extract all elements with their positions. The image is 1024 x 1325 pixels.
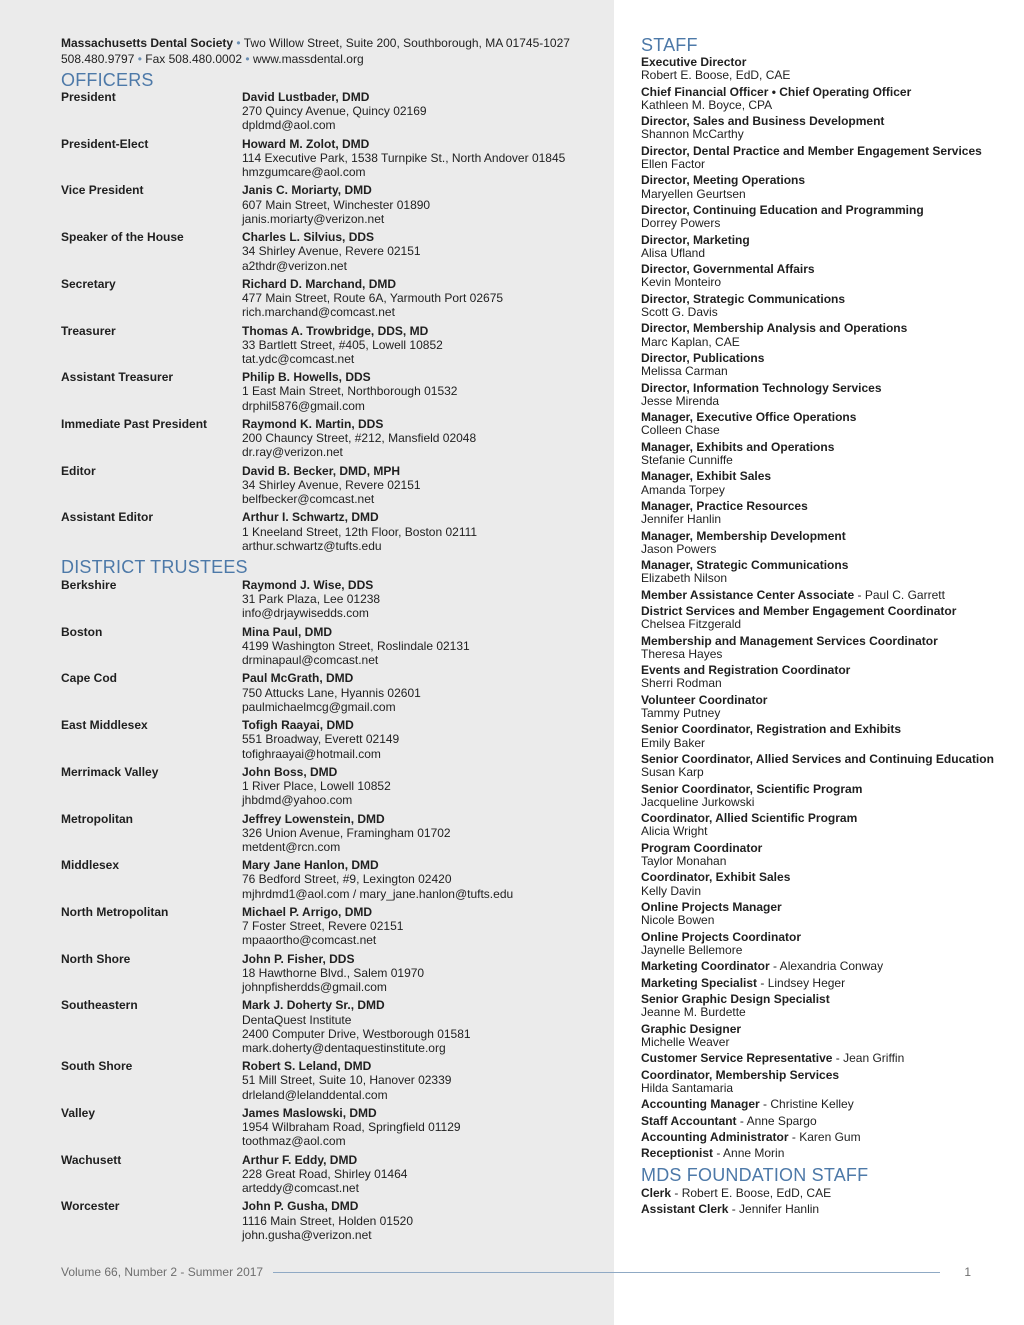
- entry-role: Berkshire: [61, 578, 117, 593]
- entry-email[interactable]: arthur.schwartz@tufts.edu: [242, 538, 382, 553]
- staff-title: Marketing Specialist: [641, 975, 758, 990]
- staff-name: Emily Baker: [641, 735, 706, 750]
- entry-email[interactable]: tofighraayai@hotmail.com: [242, 746, 381, 761]
- entry-address: 750 Attucks Lane, Hyannis 02601: [242, 685, 421, 700]
- staff-title: Manager, Exhibit Sales: [641, 469, 772, 484]
- entry-email[interactable]: mjhrdmd1@aol.com / mary_jane.hanlon@tufts.edu: [242, 886, 514, 901]
- entry-details: [242, 858, 606, 901]
- entry-name: David B. Becker, DMD, MPH: [242, 463, 401, 478]
- org-website[interactable]: www.massdental.org: [252, 52, 364, 66]
- entry-email[interactable]: metdent@rcn.com: [242, 839, 341, 854]
- entry-details: [242, 1106, 606, 1149]
- trustees-list: [61, 578, 606, 1242]
- entry-role: Immediate Past President: [61, 416, 208, 431]
- staff-title: Senior Coordinator, Scientific Program: [641, 781, 863, 796]
- staff-title: Director, Membership Analysis and Operations: [641, 321, 908, 336]
- staff-name: Hilda Santamaria: [641, 1080, 734, 1095]
- staff-title: Director, Publications: [641, 350, 765, 365]
- entry-address: 1 East Main Street, Northborough 01532: [242, 384, 458, 399]
- staff-entry: [641, 605, 1011, 631]
- staff-name: - Anne Spargo: [739, 1113, 817, 1128]
- entry-name: Tofigh Raayai, DMD: [242, 718, 354, 733]
- staff-title: Director, Information Technology Services: [641, 380, 882, 395]
- staff-name: Jacqueline Jurkowski: [641, 794, 755, 809]
- entry-name: Mark J. Doherty Sr., DMD: [242, 998, 385, 1013]
- staff-entry: [641, 500, 1011, 526]
- staff-name: Jason Powers: [641, 541, 717, 556]
- entry-address: 607 Main Street, Winchester 01890: [242, 197, 431, 212]
- entry-details: [242, 812, 606, 855]
- staff-title: Accounting Administrator: [641, 1129, 789, 1144]
- directory-entry: [61, 324, 606, 367]
- staff-entry: [641, 204, 1011, 230]
- staff-title: Director, Strategic Communications: [641, 291, 846, 306]
- district-trustees-heading: DISTRICT TRUSTEES: [61, 557, 248, 578]
- staff-title: Manager, Strategic Communications: [641, 558, 849, 573]
- entry-address: 33 Bartlett Street, #405, Lowell 10852: [242, 337, 443, 352]
- entry-role: North Metropolitan: [61, 904, 169, 919]
- entry-address: 477 Main Street, Route 6A, Yarmouth Port 02675: [242, 291, 504, 306]
- staff-entry: [641, 1069, 1011, 1095]
- entry-role: North Shore: [61, 951, 131, 966]
- entry-email[interactable]: jhbdmd@yahoo.com: [242, 793, 353, 808]
- entry-email[interactable]: a2thdr@verizon.net: [242, 258, 347, 273]
- separator-dot: •: [137, 52, 142, 66]
- entry-details: [242, 90, 606, 133]
- staff-name: Susan Karp: [641, 765, 704, 780]
- directory-entry: [61, 625, 606, 668]
- directory-entry: [61, 905, 606, 948]
- entry-email[interactable]: arteddy@comcast.net: [242, 1181, 359, 1196]
- staff-name: - Alexandria Conway: [773, 959, 884, 974]
- staff-entry: [641, 56, 1011, 82]
- staff-name: Theresa Hayes: [641, 646, 723, 661]
- entry-email[interactable]: johnpfisherdds@gmail.com: [242, 980, 387, 995]
- entry-details: [242, 510, 606, 553]
- staff-title: Online Projects Coordinator: [641, 929, 802, 944]
- staff-entry: [641, 1147, 1011, 1160]
- officers-list: [61, 90, 606, 553]
- staff-entry: [641, 901, 1011, 927]
- entry-role: Valley: [61, 1105, 96, 1120]
- staff-title: District Services and Member Engagement Coordinator: [641, 604, 957, 619]
- staff-name: Robert E. Boose, EdD, CAE: [641, 68, 791, 83]
- staff-entry: [641, 1023, 1011, 1049]
- entry-email[interactable]: info@drjaywisedds.com: [242, 606, 369, 621]
- directory-entry: [61, 183, 606, 226]
- staff-name: Ellen Factor: [641, 156, 706, 171]
- entry-name: Mina Paul, DMD: [242, 624, 333, 639]
- staff-entry: [641, 635, 1011, 661]
- entry-role: Wachusett: [61, 1152, 122, 1167]
- staff-name: Shannon McCarthy: [641, 127, 744, 142]
- staff-title: Assistant Clerk: [641, 1201, 729, 1216]
- entry-details: [242, 998, 606, 1055]
- org-phone: 508.480.9797: [61, 52, 135, 66]
- staff-name: - Robert E. Boose, EdD, CAE: [674, 1185, 832, 1200]
- staff-entry: [641, 993, 1011, 1019]
- entry-address: 114 Executive Park, 1538 Turnpike St., North Andover 01845: [242, 150, 566, 165]
- staff-title: Coordinator, Allied Scientific Program: [641, 811, 858, 826]
- org-name: Massachusetts Dental Society: [61, 36, 234, 50]
- entry-email[interactable]: rich.marchand@comcast.net: [242, 305, 395, 320]
- entry-name: John P. Fisher, DDS: [242, 951, 355, 966]
- entry-details: [242, 1153, 606, 1196]
- staff-name: Kathleen M. Boyce, CPA: [641, 97, 773, 112]
- directory-entry: [61, 578, 606, 621]
- officers-heading: OFFICERS: [61, 70, 154, 90]
- staff-name: - Jean Griffin: [835, 1051, 905, 1066]
- staff-entry: [641, 1203, 1011, 1216]
- entry-role: Treasurer: [61, 323, 116, 338]
- staff-entry: [641, 530, 1011, 556]
- entry-email[interactable]: dr.ray@verizon.net: [242, 445, 343, 460]
- staff-name: Alisa Ufland: [641, 245, 706, 260]
- directory-entry: [61, 858, 606, 901]
- directory-entry: [61, 1153, 606, 1196]
- staff-title: Chief Financial Officer • Chief Operating Officer: [641, 84, 912, 99]
- staff-entry: [641, 931, 1011, 957]
- staff-title: Coordinator, Membership Services: [641, 1067, 840, 1082]
- masthead: [61, 35, 606, 67]
- entry-email[interactable]: hmzgumcare@aol.com: [242, 165, 366, 180]
- entry-details: [242, 671, 606, 714]
- staff-name: Colleen Chase: [641, 423, 720, 438]
- staff-name: Michelle Weaver: [641, 1034, 730, 1049]
- staff-entry: [641, 694, 1011, 720]
- staff-title: Manager, Exhibits and Operations: [641, 439, 835, 454]
- staff-title: Program Coordinator: [641, 840, 763, 855]
- directory-entry: [61, 1199, 606, 1242]
- entry-address: 228 Great Road, Shirley 01464: [242, 1166, 408, 1181]
- staff-title: Director, Dental Practice and Member Engagement Services: [641, 143, 982, 158]
- entry-role: President-Elect: [61, 136, 149, 151]
- staff-title: Coordinator, Exhibit Sales: [641, 870, 791, 885]
- staff-title: Director, Marketing: [641, 232, 750, 247]
- staff-title: Graphic Designer: [641, 1021, 742, 1036]
- entry-details: [242, 578, 606, 621]
- staff-entry: [641, 263, 1011, 289]
- staff-title: Member Assistance Center Associate: [641, 587, 855, 602]
- staff-entry: [641, 842, 1011, 868]
- staff-name: Tammy Putney: [641, 706, 721, 721]
- staff-title: Director, Governmental Affairs: [641, 262, 815, 277]
- entry-role: Cape Cod: [61, 671, 118, 686]
- directory-entry: [61, 230, 606, 273]
- entry-address: 1 Kneeland Street, 12th Floor, Boston 02111: [242, 524, 478, 539]
- staff-name: Stefanie Cunniffe: [641, 452, 733, 467]
- entry-details: [242, 464, 606, 507]
- directory-entry: [61, 90, 606, 133]
- staff-title: Staff Accountant: [641, 1113, 737, 1128]
- staff-entry: [641, 977, 1011, 990]
- entry-name: Philip B. Howells, DDS: [242, 370, 371, 385]
- staff-title: Volunteer Coordinator: [641, 692, 768, 707]
- entry-name: Jeffrey Lowenstein, DMD: [242, 811, 385, 826]
- staff-name: - Anne Morin: [716, 1146, 785, 1161]
- staff-entry: [641, 174, 1011, 200]
- staff-entry: [641, 589, 1011, 602]
- staff-title: Executive Director: [641, 55, 747, 69]
- entry-role: Metropolitan: [61, 811, 133, 826]
- entry-role: President: [61, 90, 116, 104]
- staff-name: Kevin Monteiro: [641, 275, 722, 290]
- staff-title: Clerk: [641, 1185, 672, 1200]
- staff-entry: [641, 1098, 1011, 1111]
- staff-name: Taylor Monahan: [641, 854, 727, 869]
- entry-email[interactable]: toothmaz@aol.com: [242, 1134, 346, 1149]
- staff-title: Marketing Coordinator: [641, 959, 770, 974]
- entry-name: John P. Gusha, DMD: [242, 1199, 359, 1214]
- entry-details: [242, 905, 606, 948]
- entry-email[interactable]: drleland@lelanddental.com: [242, 1087, 388, 1102]
- entry-details: [242, 718, 606, 761]
- entry-name: Raymond J. Wise, DDS: [242, 578, 374, 593]
- staff-entry: [641, 234, 1011, 260]
- entry-role: Boston: [61, 624, 103, 639]
- staff-name: Jaynelle Bellemore: [641, 942, 743, 957]
- entry-address: 1116 Main Street, Holden 01520: [242, 1213, 414, 1228]
- entry-email[interactable]: drminapaul@comcast.net: [242, 653, 379, 668]
- staff-name: - Lindsey Heger: [760, 975, 846, 990]
- staff-entry: [641, 411, 1011, 437]
- entry-name: Mary Jane Hanlon, DMD: [242, 858, 379, 873]
- right-column: [641, 35, 1011, 1219]
- staff-name: Nicole Bowen: [641, 913, 715, 928]
- staff-heading: STAFF: [641, 35, 698, 55]
- entry-name: Arthur F. Eddy, DMD: [242, 1152, 358, 1167]
- entry-email[interactable]: dpldmd@aol.com: [242, 118, 336, 133]
- entry-name: Paul McGrath, DMD: [242, 671, 354, 686]
- directory-entry: [61, 417, 606, 460]
- staff-title: Manager, Executive Office Operations: [641, 410, 857, 425]
- entry-details: [242, 137, 606, 180]
- staff-name: - Jennifer Hanlin: [731, 1201, 820, 1216]
- entry-address: 270 Quincy Avenue, Quincy 02169: [242, 104, 427, 119]
- entry-address: 51 Mill Street, Suite 10, Hanover 02339: [242, 1073, 452, 1088]
- entry-name: James Maslowski, DMD: [242, 1105, 377, 1120]
- staff-title: Manager, Practice Resources: [641, 498, 808, 513]
- staff-title: Senior Graphic Design Specialist: [641, 991, 830, 1006]
- staff-name: Marc Kaplan, CAE: [641, 334, 740, 349]
- staff-title: Events and Registration Coordinator: [641, 663, 851, 678]
- entry-name: Arthur I. Schwartz, DMD: [242, 510, 379, 525]
- entry-details: [242, 324, 606, 367]
- staff-entry: [641, 293, 1011, 319]
- staff-name: Chelsea Fitzgerald: [641, 617, 742, 632]
- entry-address: 31 Park Plaza, Lee 01238: [242, 592, 381, 607]
- entry-name: Janis C. Moriarty, DMD: [242, 183, 372, 198]
- page-number: 1: [964, 1265, 971, 1279]
- entry-role: Assistant Editor: [61, 510, 154, 525]
- staff-entry: [641, 352, 1011, 378]
- staff-title: Membership and Management Services Coordinator: [641, 633, 938, 648]
- entry-email[interactable]: drphil5876@gmail.com: [242, 398, 365, 413]
- staff-entry: [641, 960, 1011, 973]
- entry-details: [242, 277, 606, 320]
- entry-email[interactable]: belfbecker@comcast.net: [242, 492, 375, 507]
- entry-email[interactable]: john.gusha@verizon.net: [242, 1227, 372, 1242]
- entry-name: Michael P. Arrigo, DMD: [242, 904, 373, 919]
- directory-entry: [61, 998, 606, 1055]
- staff-title: Manager, Membership Development: [641, 528, 846, 543]
- org-fax: Fax 508.480.0002: [145, 52, 243, 66]
- directory-entry: [61, 1059, 606, 1102]
- left-column: [61, 35, 606, 1246]
- staff-title: Director, Continuing Education and Programming: [641, 202, 924, 217]
- entry-address: 76 Bedford Street, #9, Lexington 02420: [242, 872, 452, 887]
- staff-entry: [641, 723, 1011, 749]
- entry-email[interactable]: janis.moriarty@verizon.net: [242, 211, 385, 226]
- entry-name: Thomas A. Trowbridge, DDS, MD: [242, 323, 429, 338]
- separator-dot: •: [245, 52, 250, 66]
- foundation-staff-heading: MDS FOUNDATION STAFF: [641, 1164, 869, 1185]
- entry-address: 326 Union Avenue, Framingham 01702: [242, 825, 451, 840]
- staff-name: Jeanne M. Burdette: [641, 1005, 746, 1020]
- entry-details: [242, 952, 606, 995]
- issue-label: Volume 66, Number 2 - Summer 2017: [61, 1265, 264, 1279]
- staff-entry: [641, 783, 1011, 809]
- directory-entry: [61, 370, 606, 413]
- staff-name: Maryellen Geurtsen: [641, 186, 746, 201]
- entry-address: 7 Foster Street, Revere 02151: [242, 919, 404, 934]
- entry-name: Charles L. Silvius, DDS: [242, 230, 375, 245]
- entry-email[interactable]: paulmichaelmcg@gmail.com: [242, 699, 396, 714]
- entry-role: Southeastern: [61, 998, 138, 1013]
- entry-address: 34 Shirley Avenue, Revere 02151: [242, 244, 421, 259]
- entry-details: [242, 370, 606, 413]
- entry-role: Secretary: [61, 276, 116, 291]
- entry-address: 18 Hawthorne Blvd., Salem 01970: [242, 965, 425, 980]
- staff-title: Customer Service Representative: [641, 1051, 833, 1066]
- staff-entry: [641, 382, 1011, 408]
- staff-title: Senior Coordinator, Registration and Exhibits: [641, 722, 902, 737]
- staff-entry: [641, 812, 1011, 838]
- foundation-staff-list: [641, 1187, 1011, 1217]
- staff-list: [641, 56, 1011, 1161]
- directory-entry: [61, 812, 606, 855]
- entry-role: South Shore: [61, 1059, 133, 1074]
- staff-name: Elizabeth Nilson: [641, 571, 728, 586]
- entry-address: 1954 Wilbraham Road, Springfield 01129: [242, 1120, 461, 1135]
- staff-entry: [641, 753, 1011, 779]
- staff-name: - Paul C. Garrett: [857, 587, 945, 602]
- staff-entry: [641, 559, 1011, 585]
- entry-name: Howard M. Zolot, DMD: [242, 136, 370, 151]
- entry-role: East Middlesex: [61, 718, 148, 733]
- staff-entry: [641, 1115, 1011, 1128]
- directory-entry: [61, 952, 606, 995]
- staff-title: Online Projects Manager: [641, 900, 782, 915]
- entry-role: Assistant Treasurer: [61, 370, 174, 385]
- staff-entry: [641, 86, 1011, 112]
- entry-role: Worcester: [61, 1199, 120, 1214]
- staff-entry: [641, 1187, 1011, 1200]
- staff-entry: [641, 1052, 1011, 1065]
- entry-role: Merrimack Valley: [61, 764, 159, 779]
- directory-entry: [61, 671, 606, 714]
- footer-rule: [273, 1272, 940, 1273]
- entry-details: [242, 230, 606, 273]
- directory-entry: [61, 765, 606, 808]
- staff-entry: [641, 470, 1011, 496]
- entry-details: [242, 765, 606, 808]
- directory-entry: [61, 718, 606, 761]
- staff-name: Sherri Rodman: [641, 676, 722, 691]
- entry-address: 2400 Computer Drive, Westborough 01581: [242, 1026, 471, 1041]
- entry-details: [242, 1059, 606, 1102]
- staff-entry: [641, 145, 1011, 171]
- entry-name: Richard D. Marchand, DMD: [242, 276, 397, 291]
- directory-entry: [61, 464, 606, 507]
- entry-details: [242, 625, 606, 668]
- staff-name: Dorrey Powers: [641, 216, 721, 231]
- entry-email[interactable]: mpaaortho@comcast.net: [242, 933, 377, 948]
- staff-name: Kelly Davin: [641, 883, 702, 898]
- separator-dot: •: [236, 36, 241, 50]
- entry-details: [242, 417, 606, 460]
- directory-entry: [61, 1106, 606, 1149]
- staff-name: Jennifer Hanlin: [641, 512, 722, 527]
- entry-role: Vice President: [61, 183, 144, 198]
- staff-name: Melissa Carman: [641, 364, 728, 379]
- entry-address: 4199 Washington Street, Roslindale 02131: [242, 638, 470, 653]
- staff-name: Alicia Wright: [641, 824, 708, 839]
- entry-details: [242, 1199, 606, 1242]
- staff-name: Jesse Mirenda: [641, 393, 720, 408]
- entry-role: Speaker of the House: [61, 230, 184, 245]
- entry-email[interactable]: tat.ydc@comcast.net: [242, 351, 355, 366]
- staff-entry: [641, 115, 1011, 141]
- entry-role: Editor: [61, 463, 96, 478]
- staff-entry: [641, 441, 1011, 467]
- staff-title: Senior Coordinator, Allied Services and Continuing Education: [641, 752, 994, 767]
- staff-title: Receptionist: [641, 1146, 714, 1161]
- staff-title: Director, Meeting Operations: [641, 173, 806, 188]
- staff-name: - Christine Kelley: [763, 1097, 854, 1112]
- entry-organization: DentaQuest Institute: [242, 1012, 352, 1027]
- staff-entry: [641, 322, 1011, 348]
- staff-title: Accounting Manager: [641, 1097, 760, 1112]
- entry-address: 551 Broadway, Everett 02149: [242, 732, 400, 747]
- entry-email[interactable]: mark.doherty@dentaquestinstitute.org: [242, 1040, 446, 1055]
- entry-address: 200 Chauncy Street, #212, Mansfield 02048: [242, 431, 477, 446]
- entry-name: Raymond K. Martin, DDS: [242, 416, 384, 431]
- entry-role: Middlesex: [61, 858, 120, 873]
- staff-title: Director, Sales and Business Development: [641, 114, 885, 129]
- staff-entry: [641, 1131, 1011, 1144]
- staff-name: Scott G. Davis: [641, 304, 718, 319]
- staff-name: - Karen Gum: [791, 1129, 861, 1144]
- entry-address: 1 River Place, Lowell 10852: [242, 779, 391, 794]
- directory-entry: [61, 137, 606, 180]
- entry-details: [242, 183, 606, 226]
- entry-address: 34 Shirley Avenue, Revere 02151: [242, 477, 421, 492]
- directory-entry: [61, 277, 606, 320]
- entry-name: David Lustbader, DMD: [242, 90, 370, 104]
- org-address: Two Willow Street, Suite 200, Southborough, MA 01745-1027: [243, 36, 570, 50]
- page-footer: [61, 1264, 971, 1280]
- entry-name: Robert S. Leland, DMD: [242, 1059, 372, 1074]
- staff-name: Amanda Torpey: [641, 482, 725, 497]
- directory-entry: [61, 510, 606, 553]
- staff-entry: [641, 664, 1011, 690]
- entry-name: John Boss, DMD: [242, 764, 338, 779]
- staff-entry: [641, 871, 1011, 897]
